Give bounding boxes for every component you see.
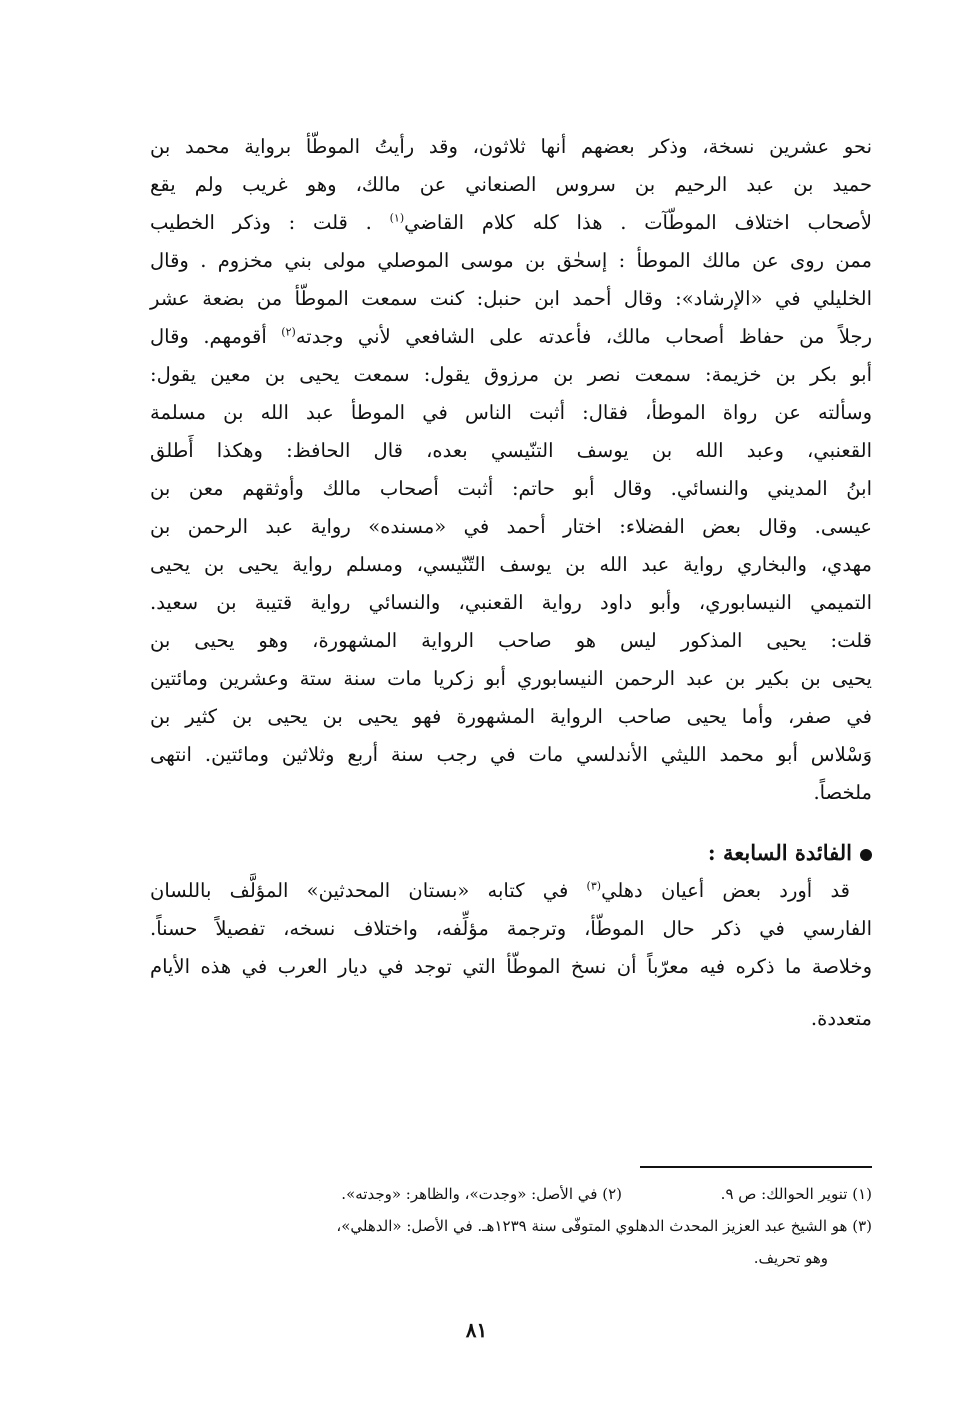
text-line: وَسْلاس أبو محمد الليثي الأندلسي مات في رجب سنة أربع وثلاثين ومائتين. انتهى [150, 743, 872, 766]
text-line: التميمي النيسابوري، وأبو داود رواية القعنبي، والنسائي رواية قتيبة بن سعيد. [150, 591, 872, 614]
section-heading-text: الفائدة السابعة : [707, 840, 852, 865]
footnote-1: (١) تنوير الحوالك: ص ٩. [720, 1185, 872, 1203]
footnotes [150, 1178, 872, 1274]
text-line: نحو عشرين نسخة، وذكر بعضهم أنها ثلاثون، وقد رأيتُ الموطّأ برواية محمد بن [150, 135, 872, 158]
text-segment: رجلاً من حفاظ أصحاب مالك، فأعدته على الشافعي لأني وجدته [295, 325, 873, 348]
text-line: حميد بن عبد الرحيم بن سروس الصنعاني عن مالك، وهو غريب ولم يقع [150, 173, 872, 196]
text-segment: قد أورد بعض أعيان دهلي [601, 879, 850, 902]
text-line: الفارسي في ذكر حال الموطّأ، وترجمة مؤلِّفه، واختلاف نسخه، تفصيلاً حسناً. [150, 917, 872, 940]
text-line: متعددة. [810, 1007, 872, 1030]
footnote-3-continued: وهو تحريف. [753, 1249, 828, 1267]
text-segment: في كتابه «بستان المحدثين» المؤلَّف باللسان [150, 879, 569, 902]
footnote-ref[interactable]: (١) [389, 211, 405, 225]
footnote-ref[interactable]: (٢) [281, 325, 296, 339]
footnote-3: (٣) هو الشيخ عبد العزيز المحدث الدهلوي المتوفّى سنة ١٢٣٩هـ. في الأصل: «الدهلي»، [336, 1217, 872, 1235]
text-line: ممن روى عن مالك الموطأ : إسحٰق بن موسى الموصلي مولى بني مخزوم . وقال [150, 249, 872, 272]
text-line: قلت: يحيى المذكور ليس هو صاحب الرواية المشهورة، وهو يحيى بن [150, 629, 872, 652]
text-segment: أقومهم. وقال [150, 325, 267, 348]
text-segment: . قلت : وذكر الخطيب [150, 211, 372, 234]
text-segment: لأصحاب اختلاف الموطّآت . هذا كله كلام القاضي [404, 211, 873, 234]
text-line [150, 872, 872, 910]
main-text [150, 128, 872, 1038]
footnote-2: (٢) في الأصل: «وجدت»، والظاهر: «وجدته». [341, 1185, 622, 1203]
text-line: ابنُ المديني والنسائي. وقال أبو حاتم: أثبت أصحاب مالك وأوثقهم معن بن [150, 477, 872, 500]
section-heading [150, 834, 872, 872]
text-line: يحيى بن بكير بن عبد الرحمن النيسابوري أبو زكريا مات سنة ستة وعشرين ومائتين [150, 667, 872, 690]
bullet-icon [860, 849, 872, 861]
text-line [150, 204, 872, 242]
text-line: أبو بكر بن خزيمة: سمعت نصر بن مرزوق يقول: سمعت يحيى بن معين يقول: [150, 363, 872, 386]
text-line: القعنبي، وعبد الله بن يوسف التنّيسي بعده، قال الحافظ: وهكذا أَطلق [150, 439, 872, 462]
footnote-ref[interactable]: (٣) [586, 879, 602, 893]
text-line: عيسى. وقال بعض الفضلاء: اختار أحمد في «مسنده» رواية عبد الرحمن بن [150, 515, 872, 538]
text-line [150, 318, 872, 356]
footnote-row [150, 1178, 872, 1210]
text-line: وسألته عن رواة الموطأ، فقال: أثبت الناس في الموطأ عبد الله بن مسلمة [150, 401, 872, 424]
text-line: وخلاصة ما ذكره فيه معرّباً أن نسخ الموطّأ التي توجد في ديار العرب في هذه الأيام [150, 955, 872, 978]
page-number: ٨١ [465, 1318, 488, 1342]
footnote-divider [640, 1166, 872, 1168]
text-line: في صفر، وأما يحيى صاحب الرواية المشهورة فهو يحيى بن يحيى بن كثير بن [150, 705, 872, 728]
text-line: الخليلي في «الإرشاد»: وقال أحمد ابن حنبل: كنت سمعت الموطّأ من بضعة عشر [150, 287, 872, 310]
text-line: ملخصاً. [813, 781, 872, 804]
text-line: مهدي، والبخاري رواية عبد الله بن يوسف التّنّيسي، ومسلم رواية يحيى بن يحيى [150, 553, 872, 576]
